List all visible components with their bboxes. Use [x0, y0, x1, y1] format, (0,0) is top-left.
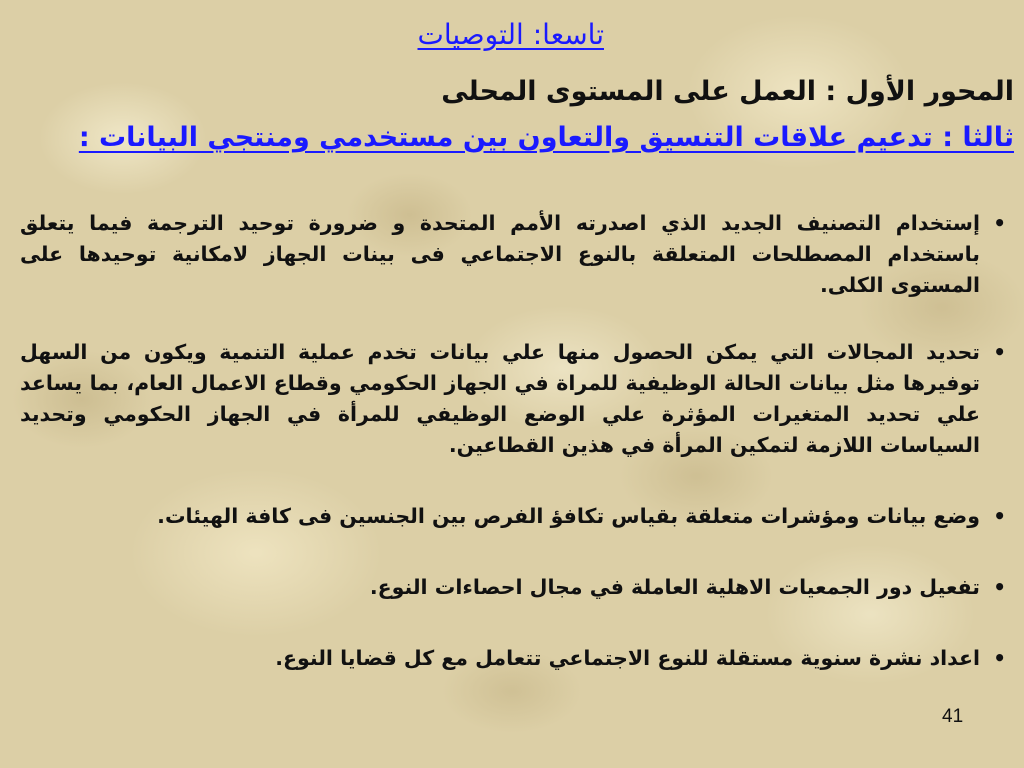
list-item-text: تحديد المجالات التي يمكن الحصول منها علي بيانات تخدم عملية التنمية ويكون من السهل توفيرها مثل بيانات الحالة الوظيفية للمراة في الجهاز الحكومي وقطاع الاعمال العام، بما يساعد علي تحديد المتغيرات المؤثرة علي الوضع الوظيفي للمرأة في الجهاز الحكومي وتحديد السياسات اللازمة لتمكين المرأة في هذين القطاعين.	[20, 340, 980, 457]
bullet-icon: •	[993, 211, 1006, 235]
list-item	[20, 337, 1010, 461]
list-item	[20, 208, 1010, 301]
section-heading: ثالثا : تدعيم علاقات التنسيق والتعاون بين مستخدمي ومنتجي البيانات :	[78, 122, 1014, 153]
bullet-icon: •	[993, 646, 1006, 670]
bullet-icon: •	[993, 340, 1006, 364]
bullet-icon: •	[993, 575, 1006, 599]
list-item	[20, 643, 1010, 674]
bullet-icon: •	[993, 504, 1006, 528]
list-item	[20, 501, 1010, 532]
page-number: 41	[942, 706, 964, 727]
list-item	[20, 572, 1010, 603]
list-item-text: وضع بيانات ومؤشرات متعلقة بقياس تكافؤ الفرص بين الجنسين فى كافة الهيئات.	[157, 504, 980, 528]
slide-title: تاسعا: التوصيات	[417, 18, 604, 51]
recommendations-list	[20, 208, 1010, 674]
axis-heading: المحور الأول : العمل على المستوى المحلى	[441, 76, 1014, 107]
list-item-text: إستخدام التصنيف الجديد الذي اصدرته الأمم المتحدة و ضرورة توحيد الترجمة فيما يتعلق باستخدام المصطلحات المتعلقة بالنوع الاجتماعي فى بينات الجهاز لامكانية توحيدها على المستوى الكلى.	[20, 211, 980, 297]
list-item-text: اعداد نشرة سنوية مستقلة للنوع الاجتماعي تتعامل مع كل قضايا النوع.	[275, 646, 980, 670]
list-item-text: تفعيل دور الجمعيات الاهلية العاملة في مجال احصاءات النوع.	[369, 575, 980, 599]
